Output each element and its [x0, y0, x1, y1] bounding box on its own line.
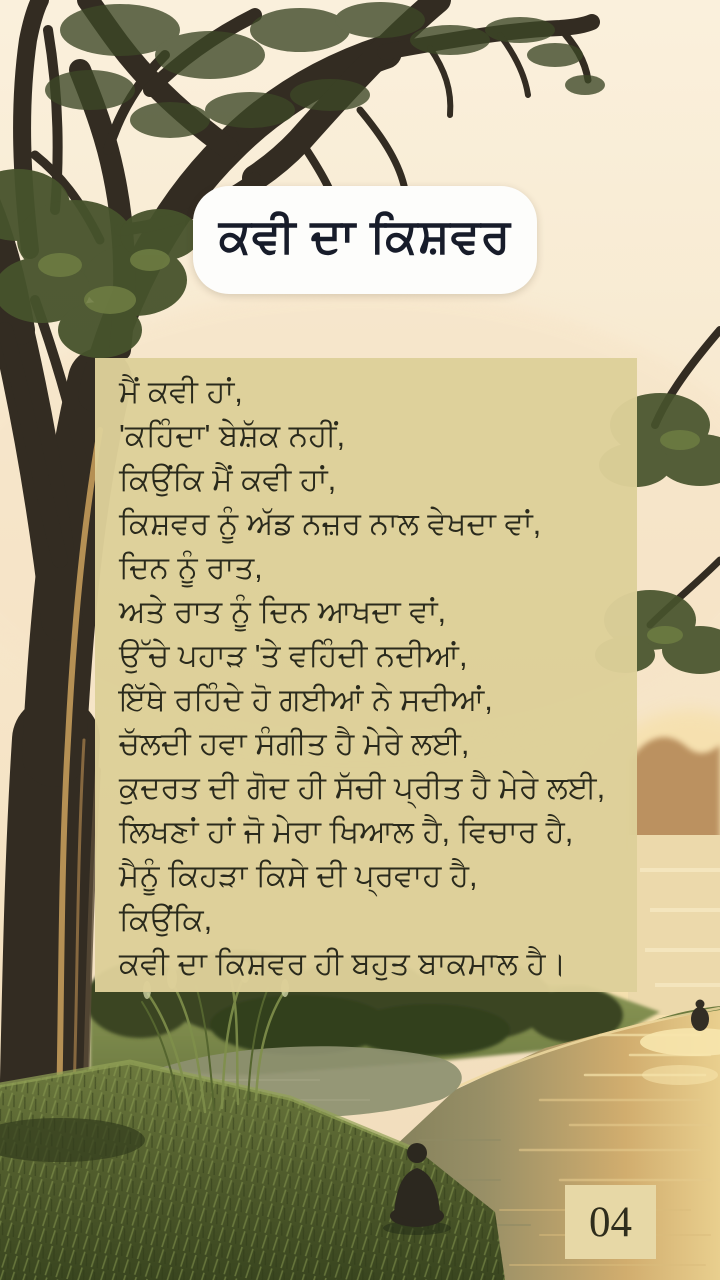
poem-line: ਚੱਲਦੀ ਹਵਾ ਸੰਗੀਤ ਹੈ ਮੇਰੇ ਲਈ, — [119, 726, 470, 761]
page-number: 04 — [589, 1198, 632, 1246]
poem-line: ਕਵੀ ਦਾ ਕਿਸ਼ਵਰ ਹੀ ਬਹੁਤ ਬਾਕਮਾਲ ਹੈ। — [119, 946, 567, 981]
poem-line: 'ਕਹਿੰਦਾ' ਬੇਸ਼ੱਕ ਨਹੀਂ, — [119, 418, 346, 453]
poster-title: ਕਵੀ ਦਾ ਕਿਸ਼ਵਰ — [218, 208, 512, 262]
poem-line: ਕਿਉਂਕਿ, — [119, 902, 213, 937]
poem-line: ਇੱਥੇ ਰਹਿੰਦੇ ਹੋ ਗਈਆਂ ਨੇ ਸਦੀਆਂ, — [119, 682, 493, 717]
poem-line: ਕਿਉਂਕਿ ਮੈਂ ਕਵੀ ਹਾਂ, — [119, 462, 337, 497]
poem-line: ਕੁਦਰਤ ਦੀ ਗੋਦ ਹੀ ਸੱਚੀ ਪ੍ਰੀਤ ਹੈ ਮੇਰੇ ਲਈ, — [119, 770, 606, 805]
poem-line: ਲਿਖਣਾਂ ਹਾਂ ਜੋ ਮੇਰਾ ਖਿਆਲ ਹੈ, ਵਿਚਾਰ ਹੈ, — [119, 814, 574, 849]
title-card — [193, 186, 537, 294]
poem-line: ਕਿਸ਼ਵਰ ਨੂੰ ਅੱਡ ਨਜ਼ਰ ਨਾਲ ਵੇਖਦਾ ਵਾਂ, — [119, 506, 542, 541]
poem-line: ਮੈਨੂੰ ਕਿਹੜਾ ਕਿਸੇ ਦੀ ਪ੍ਰਵਾਹ ਹੈ, — [119, 858, 478, 893]
page-number-badge — [565, 1185, 656, 1259]
brown-hill — [630, 737, 720, 850]
glare-water-strip — [628, 835, 720, 1015]
poem-card — [95, 358, 637, 992]
poem-line: ਅਤੇ ਰਾਤ ਨੂੰ ਦਿਨ ਆਖਦਾ ਵਾਂ, — [119, 594, 447, 629]
poem-line: ਉੱਚੇ ਪਹਾੜ 'ਤੇ ਵਹਿੰਦੀ ਨਦੀਆਂ, — [119, 638, 468, 673]
poem-line: ਮੈਂ ਕਵੀ ਹਾਂ, — [119, 374, 243, 409]
poem-line: ਦਿਨ ਨੂੰ ਰਾਤ, — [119, 550, 263, 585]
